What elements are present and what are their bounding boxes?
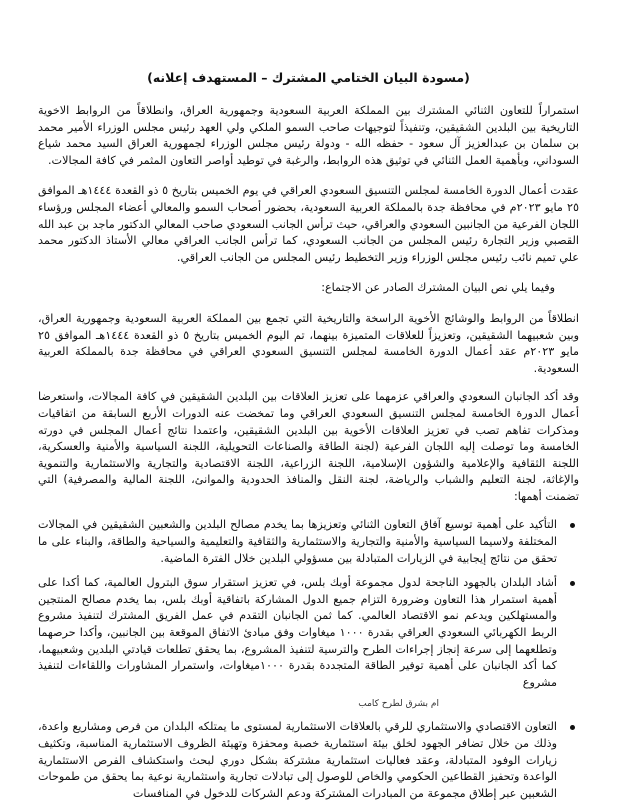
paragraph-intro-line: وفيما يلي نص البيان المشترك الصادر عن الاجتماع: [321, 281, 555, 295]
overlapping-text-fragment: ام بشرق لطرح كامب [358, 699, 439, 710]
list-item-text: التأكيد على أهمية توسيع آفاق التعاون الثنائي وتعزيزها بما يخدم مصالح البلدين والشعبين الشقيقين في المجالات المختلفة ولاسيما السياسية والأمنية والتجارية والاستثمارية والثقافية والتعليمية والسياحية والطاقة، والبناء على ما تحقق من نتائج إيجابية في الزيارات المتبادلة بين مسؤولي البلدين خلال الفترة الماضية. [38, 518, 557, 565]
list-item [38, 517, 579, 567]
bullet-icon [570, 581, 575, 586]
paragraph-statement: انطلاقاً من الروابط والوشائج الأخوية الراسخة والتاريخية التي تجمع بين المملكة العربية السعودية وجمهورية العراق، وبين شعبيهما الشقيقين، وتعزيزاً للعلاقات المتميزة بينهما، تم اليوم الخميس بتاريخ ٥ ذو القعدة ١٤٤٤هـ الموافق ٢٥ مايو ٢٠٢٣م عقد أعمال الدورة الخامسة لمجلس التنسيق السعودي العراقي في محافظة جدة بالمملكة العربية السعودية. [38, 311, 579, 375]
list-item [38, 719, 579, 802]
list-item [38, 575, 579, 691]
list-item-text: أشاد البلدان بالجهود الناجحة لدول مجموعة أوبك بلس، في تعزيز استقرار سوق البترول العالمية، كما أكدا على أهمية استمرار هذا التعاون وضرورة التزام جميع الدول المشاركة باتفاقية أوبك بلس، بما يخدم مصالح المنتجين والمستهلكين ويدعم نمو الاقتصاد العالمي. كما ثمن الجانبان التقدم في عمل الفريق المشترك لتنفيذ مشروع الربط الكهربائي السعودي العراقي بقدرة ١٠٠٠ ميغاوات وفق مبادئ الاتفاق الموقعة بين الجانبين، وأكدا حرصهما وتطلعهما إلى سرعة إنجاز إجراءات الطرح والترسية لتنفيذ المشروع، بما يحقق تطلعات قيادتي البلدين وشعبيهما، كما أكد الجانبان على أهمية توفير الطاقة المتجددة بقدرة ١٠٠٠ميغاوات، واستمرار المشاورات واللقاءات لتنفيذ مشروع [38, 576, 557, 689]
paragraph-opening: استمراراً للتعاون الثنائي المشترك بين المملكة العربية السعودية وجمهورية العراق، وانطلاقاً من الروابط الاخوية التاريخية بين البلدين الشقيقين، وتنفيذاً لتوجيهات صاحب السمو الملكي ولي العهد رئيس مجلس الوزراء الأمير محمد بن سلمان بن عبدالعزيز آل سعود - حفظه الله - ودولة رئيس مجلس الوزراء لجمهورية العراق السيد محمد شياع السوداني، وبأهمية العمل الثنائي في توثيق هذه الروابط، والرغبة في توطيد أواصر التعاون المثمر في كافة المجالات. [38, 104, 579, 167]
paragraph-committees: وقد أكد الجانبان السعودي والعراقي عزمهما على تعزيز العلاقات بين البلدين الشقيقين في كافة المجالات، واستعرضا أعمال الدورة الخامسة لمجلس التنسيق السعودي العراقي وما تمخضت عنه الدورات الأربع السابقة من اتفاقيات ومذكرات تفاهم تصب في تعزيز العلاقات الأخوية بين البلدين الشقيقين، واعتمدا نتائج أعمال المجلس في دورته الخامسة وما توصلت إليه اللجان الفرعية (لجنة الطاقة والصناعات التحويلية، اللجنة السياسية والأمنية والعسكرية، اللجنة الثقافية والإعلامية والشؤون الإسلامية، اللجنة الزراعية، اللجنة الاقتصادية والتجارية والاستثمارية والتنموية والإغاثة، لجنة التعليم والشباب والرياضة، لجنة النقل والمنافذ الحدودية والموانئ، اللجنة المالية والمصرفية) التي تضمنت أهمها: [38, 390, 579, 503]
bullet-icon [570, 725, 575, 730]
document-title: (مسودة البيان الختامي المشترك – المستهدف إعلانه) [147, 70, 470, 85]
paragraph-session: عقدت أعمال الدورة الخامسة لمجلس التنسيق السعودي العراقي في يوم الخميس بتاريخ ٥ ذو القعدة ١٤٤٤هـ الموافق ٢٥ مايو ٢٠٢٣م في محافظة جدة بالمملكة العربية السعودية، بحضور أصحاب السمو والمعالي أعضاء المجلس ورؤساء اللجان الفرعية من الجانبين السعودي والعراقي، حيث ترأس الجانب السعودي صاحب المعالي الدكتور ماجد بن عبد الله القصبي وزير التجارة رئيس المجلس من الجانب السعودي، كما ترأس الجانب العراقي معالي الأستاذ الدكتور محمد علي تميم نائب رئيس مجلس الوزراء وزير التخطيط رئيس المجلس من الجانب العراقي. [38, 184, 579, 264]
outcomes-list [38, 517, 579, 802]
list-item-text: التعاون الاقتصادي والاستثماري للرقي بالعلاقات الاستثمارية لمستوى ما يمتلكه البلدان من فرص ومشاريع واعدة، وذلك من خلال تضافر الجهود لخلق بيئة استثمارية خصبة ومحفزة وتهيئة الظروف الاستثمارية المناسبة، وتكثيف زيارات الوفود المتبادلة، وعقد فعاليات استثمارية مشتركة بشكل دوري لبحث واستكشاف الفرص الاستثمارية الواعدة وتحفيز القطاعين الحكومي والخاص للوصول إلى تبادلات تجارية واستثمارية نوعية بما يحقق من طموحات الشعبين عبر إطلاق مجموعة من المبادرات المشتركة ودعم الشركات للدخول في المنافسات [38, 720, 557, 800]
bullet-icon [570, 523, 575, 528]
